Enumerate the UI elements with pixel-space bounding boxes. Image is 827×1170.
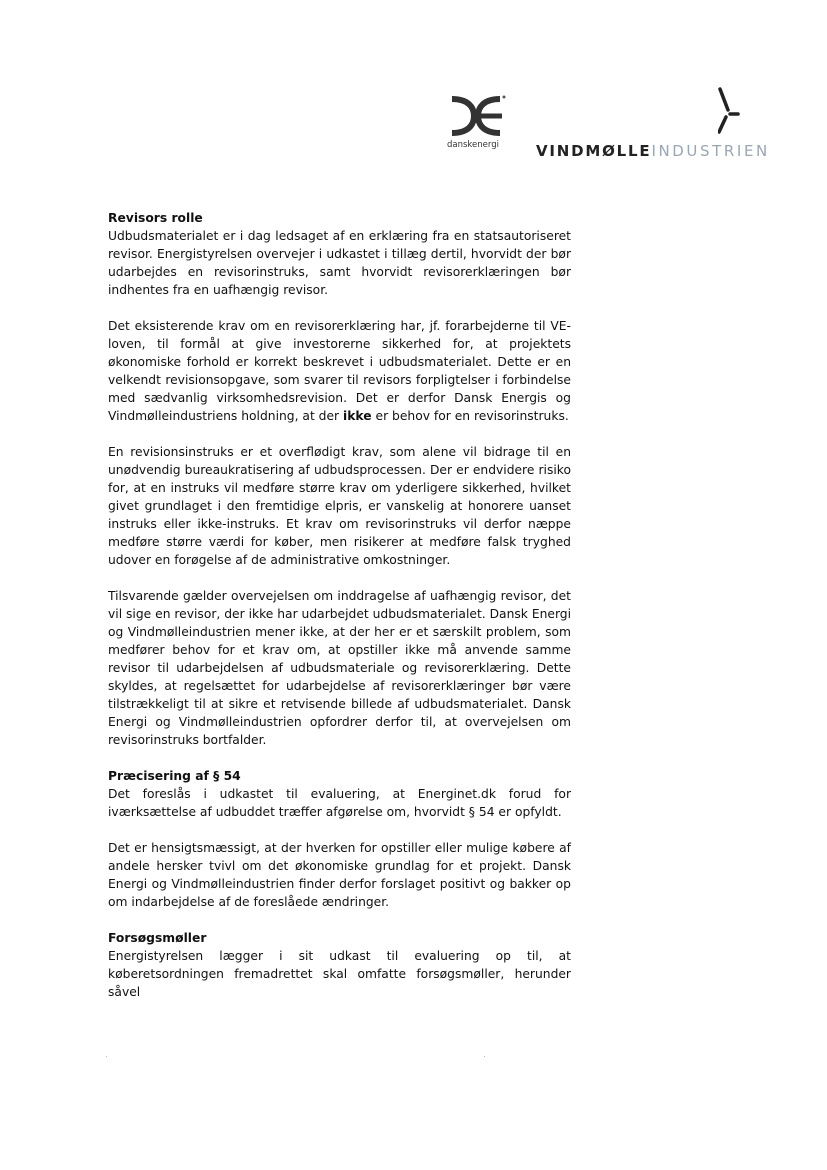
vindmolle-wordmark — [536, 142, 770, 160]
danskenergi-logo — [444, 93, 508, 153]
section-heading: Præcisering af § 54 — [108, 769, 241, 783]
section-heading: Forsøgsmøller — [108, 931, 207, 945]
scan-speck — [484, 1056, 485, 1057]
wind-turbine-icon — [718, 86, 740, 138]
emphasis: ikke — [343, 409, 372, 423]
paragraph: Energistyrelsen lægger i sit udkast til evaluering op til, at køberetsordningen fremadrettet skal omfatte forsøgsmøller, herunder såvel — [108, 949, 571, 999]
wordmark-light: INDUSTRIEN — [651, 142, 770, 160]
paragraph: Tilsvarende gælder overvejelsen om inddragelse af uafhængig revisor, det vil sige en revisor, der ikke har udarbejdet udbudsmaterialet. Dansk Energi og Vindmølleindustrien mener ikke, at der her er et særskilt problem, som medfører behov for et krav om, at opstiller ikke må anvende samme revisor til udarbejdelsen af udbudsmateriale og revisorerklæring. Dette skyldes, at regelsættet for udarbejdelse af revisorerklæringer bør være tilstrækkeligt til at sikre et retvisende billede af udbudsmaterialet. Dansk Energi og Vindmølleindustrien opfordrer derfor til, at overvejelsen om revisorinstruks bortfalder. — [108, 589, 572, 747]
wordmark-dark: VINDMØLLE — [536, 142, 652, 160]
section-heading: Revisors rolle — [108, 211, 203, 225]
danskenergi-mark-icon — [444, 93, 508, 139]
scan-speck — [106, 1056, 107, 1057]
paragraph-text: er behov for en revisorinstruks. — [371, 409, 569, 423]
paragraph: En revisionsinstruks er et overflødigt krav, som alene vil bidrage til en unødvendig bureaukratisering af udbudsprocessen. Der er endvidere risiko for, at en instruks vil medføre større krav om yderligere sikkerhed, hvilket givet grundlaget i den fremtidige elpris, er vanskelig at honorere uanset instruks eller ikke-instruks. Et krav om revisorinstruks vil derfor næppe medføre større værdi for køber, men risikerer at medføre falsk tryghed udover en forøgelse af de administrative omkostninger. — [108, 445, 571, 567]
paragraph-text: Det eksisterende krav om en revisorerklæring har, jf. forarbejderne til VE-loven, til formål at give investorerne sikkerhed for, at projektets økonomiske forhold er korrekt beskrevet i udbudsmaterialet. Dette er en velkendt revisionsopgave, som svarer til revisors forpligtelser i forbindelse med sædvanlig virksomhedsrevision. Det er derfor Dansk Energis og Vindmølleindustriens holdning, at der — [108, 319, 571, 423]
document-body — [108, 209, 571, 1019]
paragraph: Udbudsmaterialet er i dag ledsaget af en erklæring fra en statsautoriseret revisor. Energistyrelsen overvejer i udkastet i tillæg dertil, hvorvidt der bør udarbejdes en revisorinstruks, samt hvorvidt revisorerklæringen bør indhentes fra en uafhængig revisor. — [108, 229, 571, 297]
vindmolleindustrien-logo — [536, 86, 770, 162]
paragraph: Det er hensigtsmæssigt, at der hverken for opstiller eller mulige købere af andele hersker tvivl om det økonomiske grundlag for et projekt. Dansk Energi og Vindmølleindustrien finder derfor forslaget positivt og bakker op om indarbejdelse af de foreslåede ændringer. — [108, 841, 571, 909]
danskenergi-caption: danskenergi — [447, 140, 499, 150]
paragraph: Det foreslås i udkastet til evaluering, at Energinet.dk forud for iværksættelse af udbuddet træffer afgørelse om, hvorvidt § 54 er opfyldt. — [108, 787, 571, 819]
paragraph — [108, 317, 571, 425]
